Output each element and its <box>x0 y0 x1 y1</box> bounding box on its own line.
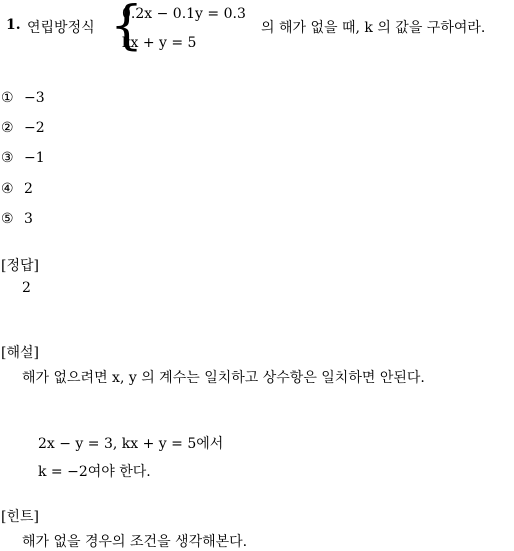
question-tail: 의 해가 없을 때, k 의 값을 구하여라. <box>261 20 486 36</box>
option-mark: ⑤ <box>1 211 14 227</box>
option-1[interactable] <box>1 90 45 106</box>
answer-label: [정답] <box>1 258 39 274</box>
option-5[interactable] <box>1 211 33 227</box>
question-lead: 연립방정식 <box>27 20 95 36</box>
explanation-line-3: k = −2여야 한다. <box>38 464 151 480</box>
option-value: −1 <box>24 150 45 166</box>
option-2[interactable] <box>1 120 45 136</box>
option-value: −2 <box>24 120 45 136</box>
option-3[interactable] <box>1 150 45 166</box>
option-mark: ④ <box>1 181 14 197</box>
option-value: 3 <box>24 211 33 227</box>
option-mark: ③ <box>1 150 14 166</box>
explanation-label: [해설] <box>1 345 39 361</box>
option-value: −3 <box>24 90 45 106</box>
option-mark: ① <box>1 90 14 106</box>
option-4[interactable] <box>1 181 33 197</box>
equation-2: kx + y = 5 <box>122 35 197 51</box>
explanation-line-2: 2x − y = 3, kx + y = 5에서 <box>38 436 224 452</box>
equation-brace: { <box>110 0 144 56</box>
option-mark: ② <box>1 120 14 136</box>
hint-line-1: 해가 없을 경우의 조건을 생각해본다. <box>22 534 248 550</box>
question-number: 1. <box>6 17 21 33</box>
answer-value: 2 <box>22 280 31 296</box>
option-value: 2 <box>24 181 33 197</box>
equation-1: 0.2x − 0.1y = 0.3 <box>122 6 246 22</box>
explanation-line-1: 해가 없으려면 x, y 의 계수는 일치하고 상수항은 일치하면 안된다. <box>22 370 425 386</box>
hint-label: [힌트] <box>1 509 39 525</box>
